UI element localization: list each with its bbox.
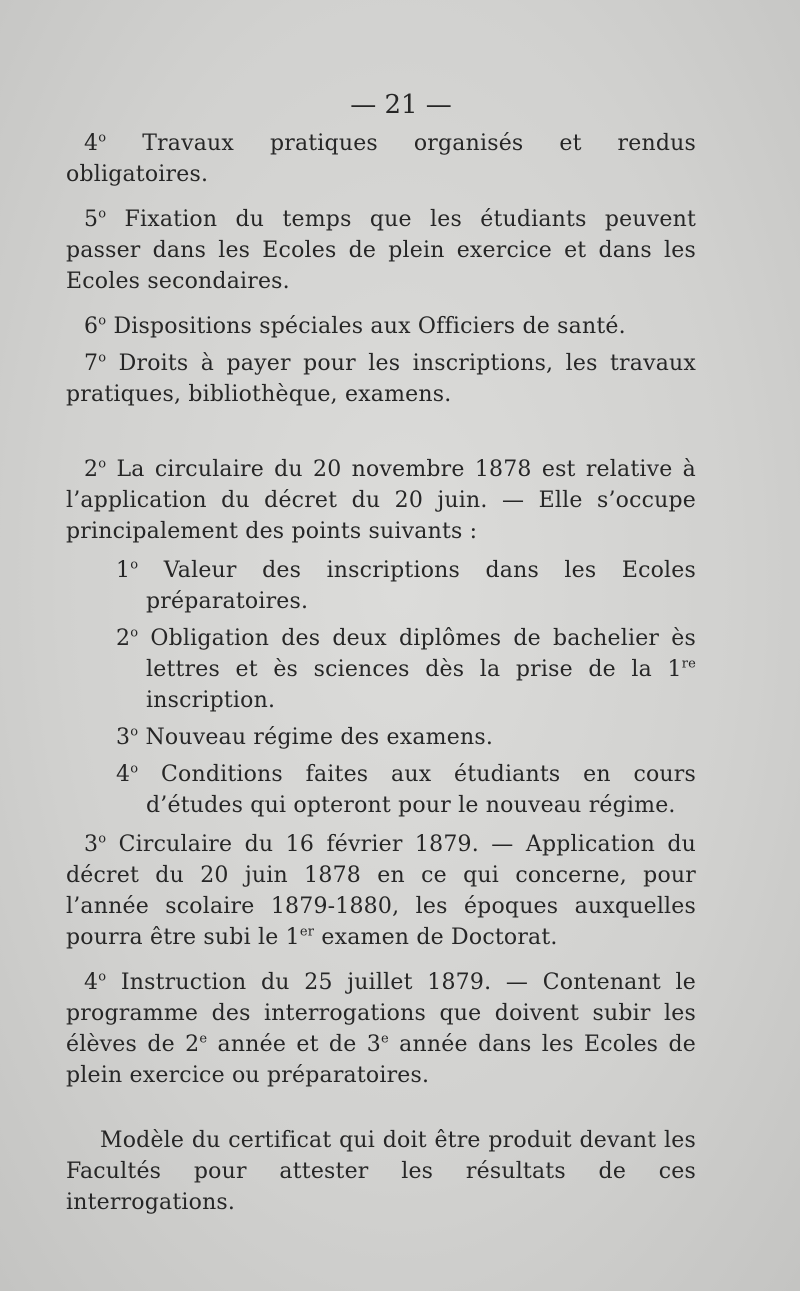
paragraph-text: Travaux pratiques organisés et rendus obligatoires. (66, 131, 697, 187)
list-item-text: Conditions faites aux étudiants en cours d’études qui opteront pour le nouveau régime. (146, 762, 696, 818)
paragraph-7-droits (66, 348, 696, 410)
paragraph-5-fixation (66, 204, 696, 297)
list-item-number: 1 (116, 558, 131, 583)
ordinal-suffix: o (98, 831, 107, 847)
points-list (66, 555, 696, 821)
page-number (66, 88, 696, 122)
list-item-number: 4 (116, 762, 131, 787)
closing-section (66, 1125, 696, 1218)
paragraph-text: Circulaire du 16 février 1879. — Application du décret du 20 juin 1878 en ce qui concerne, pour l’année scolaire 1879-1880, les époques auxquelles pourra être subi le 1 (66, 832, 697, 950)
ordinal-suffix: o (98, 206, 107, 222)
paragraph-text: Instruction du 25 juillet 1879. — Contenant le programme des interrogations que doivent subir les élèves de 2 (66, 970, 696, 1057)
ordinal-suffix: o (130, 761, 139, 777)
ordinal-suffix: e (380, 1031, 389, 1047)
ordinal-suffix: o (130, 724, 139, 740)
paragraph-number: 7 (84, 351, 99, 376)
paragraph-text: année et de 3 (207, 1032, 381, 1057)
list-item-text: Nouveau régime des examens. (145, 725, 494, 750)
ordinal-suffix: o (130, 625, 139, 641)
list-item-text: inscription. (146, 688, 276, 713)
ordinal-suffix: o (98, 456, 107, 472)
paragraph-6-dispositions (66, 311, 696, 342)
paragraph-text: Droits à payer pour les inscriptions, les travaux pratiques, bibliothèque, examens. (66, 351, 696, 407)
list-item (116, 759, 696, 821)
paragraph-text: examen de Doctorat. (314, 925, 558, 950)
paragraph-text: La circulaire du 20 novembre 1878 est relative à l’application du décret du 20 juin. — Elle s’occupe principalement des points suivants : (66, 457, 696, 544)
list-item-text: Obligation des deux diplômes de bachelier ès lettres et ès sciences dès la prise de la 1 (146, 626, 696, 682)
ordinal-suffix: o (98, 350, 107, 366)
section-gap (66, 424, 696, 454)
paragraph-number: 4 (84, 970, 99, 995)
paragraph-4-instruction (66, 967, 696, 1091)
paragraph-number: 4 (84, 131, 99, 156)
paragraph-text: Fixation du temps que les étudiants peuvent passer dans les Ecoles de plein exercice et dans les Ecoles secondaires. (66, 207, 696, 294)
paragraph-text: Modèle du certificat qui doit être produit devant les Facultés pour attester les résultats de ces interrogations. (66, 1128, 696, 1215)
paragraph-number: 2 (84, 457, 99, 482)
paragraph-number: 6 (84, 314, 99, 339)
ordinal-suffix: re (681, 656, 696, 672)
list-item (116, 555, 696, 617)
paragraph-number: 3 (84, 832, 99, 857)
paragraph-4-travaux (66, 128, 696, 190)
ordinal-suffix: e (199, 1031, 208, 1047)
ordinal-suffix: er (299, 924, 315, 940)
list-item (116, 722, 696, 753)
list-item-number: 2 (116, 626, 131, 651)
ordinal-suffix: o (98, 969, 107, 985)
ordinal-suffix: o (98, 130, 107, 146)
ordinal-suffix: o (130, 557, 139, 573)
list-item-number: 3 (116, 725, 131, 750)
paragraph-number: 5 (84, 207, 99, 232)
page-number-text: — 21 — (350, 90, 452, 120)
paragraph-modele (66, 1125, 696, 1218)
list-item-text: Valeur des inscriptions dans les Ecoles préparatoires. (146, 558, 696, 614)
paragraph-text: année dans les Ecoles de plein exercice ou préparatoires. (66, 1032, 696, 1088)
paragraph-3-circulaire (66, 829, 696, 953)
ordinal-suffix: o (98, 313, 107, 329)
paragraph-2-circulaire (66, 454, 696, 547)
paragraph-text: Dispositions spéciales aux Officiers de santé. (113, 314, 626, 339)
list-item (116, 623, 696, 716)
